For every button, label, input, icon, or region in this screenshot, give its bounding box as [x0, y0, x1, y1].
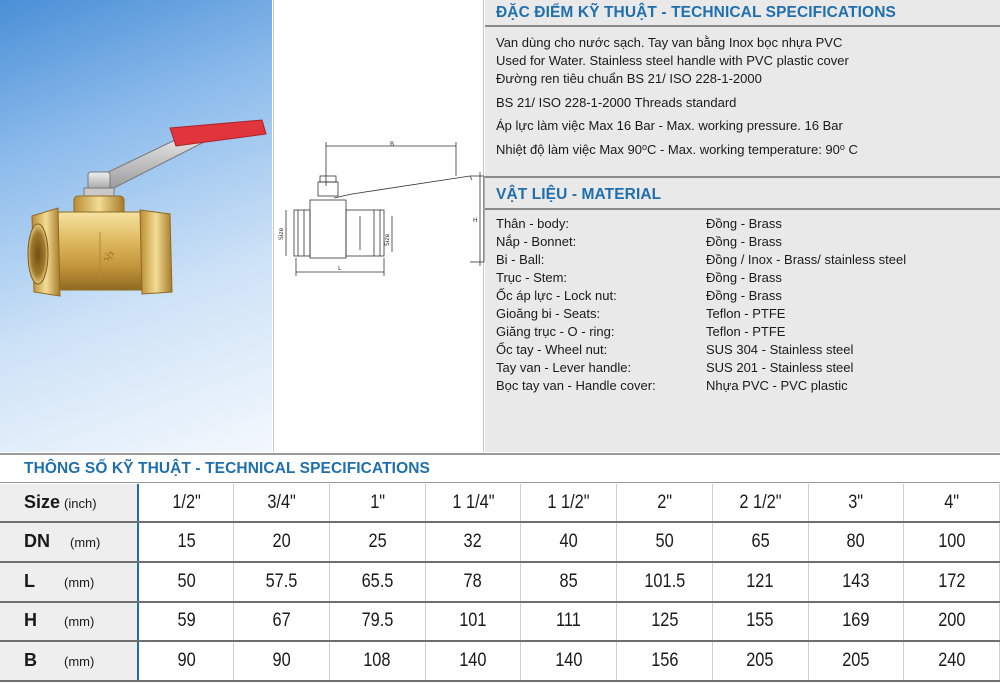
table-cell [617, 484, 713, 522]
cell-value: 205 [746, 650, 774, 672]
cell-value: 100 [937, 530, 966, 552]
row-header [0, 602, 138, 642]
spec-line: Used for Water. Stainless steel handle with PVC plastic cover [496, 53, 849, 68]
cell-value: 200 [937, 610, 966, 632]
material-row [496, 233, 996, 251]
material-part: Gioăng bi - Seats: [496, 306, 601, 321]
row-unit: (mm) [70, 534, 101, 550]
table-cell [138, 484, 234, 522]
material-row [496, 323, 996, 341]
table-cell [138, 522, 234, 562]
cell-value: 50 [655, 530, 674, 552]
cell-value: 50 [177, 570, 196, 592]
material-part: Bọc tay van - Handle cover: [496, 378, 656, 393]
material-row [496, 305, 996, 323]
cell-value: 4" [944, 491, 960, 513]
cell-value: 101 [459, 610, 487, 632]
cell-value: 1/2" [171, 491, 201, 513]
table-cell [329, 602, 425, 642]
cell-value: 143 [842, 570, 870, 592]
spec-title-divider [485, 25, 1000, 27]
spec-temperature-line [496, 141, 996, 159]
table-cell [712, 641, 808, 681]
material-row [496, 377, 996, 395]
row-unit: (mm) [64, 614, 95, 630]
table-title: THÔNG SỐ KỸ THUẬT - TECHNICAL SPECIFICATIONS [24, 460, 430, 477]
table-cell [234, 484, 330, 522]
spec-lines [496, 34, 996, 159]
cell-value: 67 [272, 610, 291, 632]
material-value: Đồng - Brass [706, 234, 782, 249]
cell-value: 85 [559, 570, 578, 592]
material-row [496, 215, 996, 233]
table-row [0, 562, 1000, 602]
ball-valve-photo [0, 0, 272, 452]
spec-line: Van dùng cho nước sạch. Tay van bằng Inox bọc nhựa PVC [496, 35, 843, 50]
table-cell [425, 562, 521, 602]
cell-value: 80 [846, 530, 865, 552]
table-cell [904, 484, 1000, 522]
table-cell [234, 602, 330, 642]
cell-value: 3/4" [267, 491, 296, 513]
material-row [496, 359, 996, 377]
table-cell [425, 641, 521, 681]
cell-value: 156 [650, 650, 679, 672]
valve-dimension-drawing [274, 0, 485, 452]
table-cell [904, 522, 1000, 562]
dimension-size-right-label: Size [384, 233, 391, 246]
spec-line: BS 21/ ISO 228-1-2000 Threads standard [496, 95, 737, 110]
inlet-port [28, 224, 48, 284]
row-header [0, 484, 138, 522]
material-top-divider [485, 176, 1000, 178]
temperature-vn: Nhiệt độ làm việc Max 90 [496, 142, 642, 157]
cell-value: 1 1/2" [547, 491, 590, 513]
cell-value: 1" [369, 491, 385, 513]
cell-value: 121 [746, 570, 774, 592]
table-cell [617, 602, 713, 642]
table-cell [138, 602, 234, 642]
material-part: Trục - Stem: [496, 270, 568, 285]
table-row [0, 522, 1000, 562]
cell-value: 65 [751, 530, 770, 552]
row-label: DN [24, 530, 50, 551]
row-label: L [24, 570, 35, 591]
table-cell [138, 641, 234, 681]
material-part: Ốc áp lực - Lock nut: [496, 288, 617, 303]
table-row [0, 602, 1000, 642]
table-cell [712, 602, 808, 642]
cell-value: 40 [559, 530, 578, 552]
dimension-size-left-label: Size [278, 227, 285, 240]
cell-value: 79.5 [361, 610, 394, 632]
technical-drawing-panel [273, 0, 484, 452]
material-part: Bi - Ball: [496, 252, 545, 267]
row-label: Size [24, 491, 61, 512]
table-cell [617, 641, 713, 681]
temperature-unit: C [844, 142, 858, 157]
material-value: Đồng - Brass [706, 270, 782, 285]
size-table-section [0, 453, 1000, 683]
spec-section-title: ĐẶC ĐIỂM KỸ THUẬT - TECHNICAL SPECIFICATIONS [496, 4, 896, 21]
cell-value: 1 1/4" [451, 491, 495, 513]
table-cell [234, 522, 330, 562]
material-value: SUS 201 - Stainless steel [706, 360, 854, 375]
handle-cover [170, 120, 266, 146]
spec-line: Đường ren tiêu chuẩn BS 21/ ISO 228-1-2000 [496, 71, 762, 86]
cell-value: 15 [177, 530, 196, 552]
table-cell [712, 522, 808, 562]
material-title-divider [485, 208, 1000, 210]
material-value: Đồng / Inox - Brass/ stainless steel [706, 252, 907, 267]
row-label: B [24, 650, 37, 671]
material-value: Nhựa PVC - PVC plastic [706, 378, 848, 393]
cell-value: 240 [937, 650, 966, 672]
cell-value: 3" [848, 491, 864, 513]
material-list [496, 215, 996, 395]
table-cell [234, 641, 330, 681]
table-cell [521, 602, 617, 642]
table-cell [904, 602, 1000, 642]
material-row [496, 269, 996, 287]
table-cell [521, 522, 617, 562]
cell-value: 140 [459, 650, 487, 672]
table-cell [808, 522, 904, 562]
degree-symbol: o [641, 142, 647, 152]
row-header [0, 522, 138, 562]
cell-value: 90 [272, 650, 291, 672]
material-row [496, 287, 996, 305]
table-cell [712, 562, 808, 602]
svg-text:½: ½ [102, 249, 117, 263]
cell-value: 78 [463, 570, 483, 592]
table-cell [329, 522, 425, 562]
cell-value: 205 [842, 650, 870, 672]
cell-value: 2 1/2" [739, 491, 782, 513]
material-row [496, 251, 996, 269]
table-cell [234, 562, 330, 602]
material-section-title: VẬT LIỆU - MATERIAL [496, 186, 662, 203]
dimension-h-label: H [473, 217, 478, 224]
cell-value: 20 [272, 530, 291, 552]
table-cell [617, 562, 713, 602]
spec-line: Áp lực làm việc Max 16 Bar - Max. working pressure. 16 Bar [496, 118, 843, 133]
table-cell [521, 641, 617, 681]
dimension-l-label: L [338, 265, 342, 272]
table-cell [521, 484, 617, 522]
table-row [0, 641, 1000, 681]
cell-value: 57.5 [265, 570, 298, 592]
cell-value: 90 [177, 650, 196, 672]
table-cell [808, 602, 904, 642]
cell-value: 25 [368, 530, 387, 552]
cell-value: 125 [650, 610, 679, 632]
table-cell [808, 484, 904, 522]
table-cell [712, 484, 808, 522]
cell-value: 172 [937, 570, 966, 592]
product-photo-panel [0, 0, 272, 452]
material-part: Giăng trục - O - ring: [496, 324, 615, 339]
table-cell [521, 562, 617, 602]
material-value: Teflon - PTFE [706, 306, 786, 321]
temperature-en: C - Max. working temperature: 90 [646, 142, 840, 157]
dimension-b-label: B [390, 141, 395, 148]
table-cell [808, 562, 904, 602]
table-cell [808, 641, 904, 681]
table-cell [425, 602, 521, 642]
row-header [0, 641, 138, 681]
cell-value: 59 [177, 610, 196, 632]
table-cell [904, 562, 1000, 602]
degree-symbol: o [839, 142, 845, 152]
cell-value: 155 [746, 610, 774, 632]
material-value: Đồng - Brass [706, 288, 782, 303]
table-cell [329, 562, 425, 602]
row-unit: (mm) [64, 654, 95, 670]
row-unit: (mm) [64, 574, 95, 590]
cell-value: 169 [842, 610, 870, 632]
material-part: Ốc tay - Wheel nut: [496, 342, 608, 357]
specification-panel [485, 0, 1000, 452]
cell-value: 2" [657, 491, 672, 513]
row-label: H [24, 610, 37, 631]
table-cell [425, 522, 521, 562]
row-header [0, 562, 138, 602]
material-row [496, 341, 996, 359]
cell-value: 111 [556, 610, 582, 632]
cell-value: 101.5 [644, 570, 685, 592]
table-cell [617, 522, 713, 562]
table-title-bar [0, 453, 1000, 483]
material-part: Thân - body: [496, 216, 569, 231]
size-table [0, 484, 1000, 682]
table-cell [138, 562, 234, 602]
material-part: Nắp - Bonnet: [496, 234, 577, 249]
table-cell [425, 484, 521, 522]
cell-value: 32 [463, 530, 483, 552]
material-value: SUS 304 - Stainless steel [706, 342, 854, 357]
cell-value: 140 [555, 650, 583, 672]
cell-value: 65.5 [361, 570, 394, 592]
cell-value: 108 [363, 650, 391, 672]
table-cell [904, 641, 1000, 681]
table-cell [329, 484, 425, 522]
table-row [0, 484, 1000, 522]
row-unit: (inch) [64, 495, 97, 511]
table-cell [329, 641, 425, 681]
material-part: Tay van - Lever handle: [496, 360, 632, 375]
material-value: Đồng - Brass [706, 216, 782, 231]
material-value: Teflon - PTFE [706, 324, 786, 339]
